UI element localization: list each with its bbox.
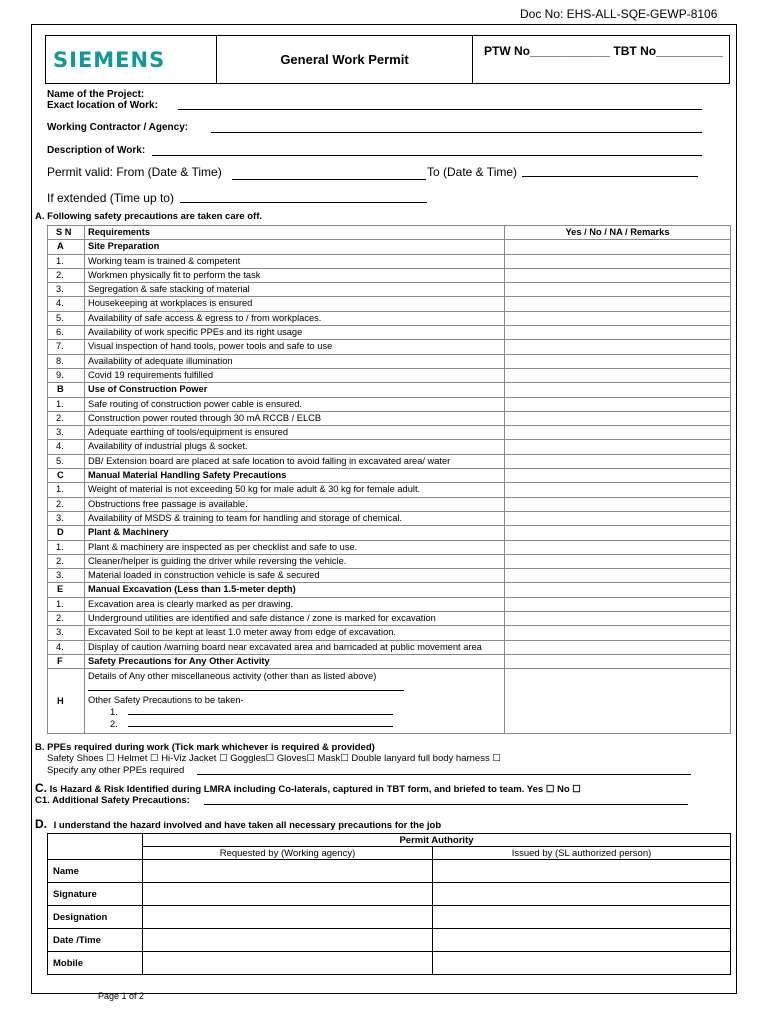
misc-activity-label: Details of Any other miscellaneous activity (other than as listed above) (88, 671, 377, 682)
row-sn: 9. (48, 368, 85, 382)
row-requirement: Use of Construction Power (85, 383, 505, 397)
row-sn: 4. (48, 297, 85, 311)
row-sn: C (48, 469, 85, 483)
row-sn: 5. (48, 454, 85, 468)
other-precaution-2 (88, 718, 501, 730)
row-requirement: Plant & machinery are inspected as per checklist and safe to use. (85, 540, 505, 554)
table-row (48, 497, 731, 511)
row-remarks[interactable] (505, 612, 731, 626)
row-remarks[interactable] (505, 254, 731, 268)
table-row (48, 383, 731, 397)
authority-row (48, 883, 731, 906)
row-sn: 6. (48, 326, 85, 340)
row-sn: E (48, 583, 85, 597)
row-remarks[interactable] (505, 526, 731, 540)
issued-by-field[interactable] (432, 929, 730, 952)
row-requirement: Plant & Machinery (85, 526, 505, 540)
row-requirement (85, 669, 505, 734)
col-requirements: Requirements (85, 226, 505, 240)
row-remarks[interactable] (505, 411, 731, 425)
authority-row-label: Signature (48, 883, 143, 906)
table-row (48, 254, 731, 268)
authority-row (48, 860, 731, 883)
row-sn: 2. (48, 411, 85, 425)
row-remarks[interactable] (505, 383, 731, 397)
authority-header-row (48, 847, 731, 860)
table-row (48, 540, 731, 554)
table-row (48, 354, 731, 368)
table-row (48, 426, 731, 440)
section-c-letter: C. (35, 781, 47, 795)
row-requirement: Availability of work specific PPEs and its right usage (85, 326, 505, 340)
table-row (48, 283, 731, 297)
row-remarks[interactable] (505, 669, 731, 734)
siemens-logo: SIEMENS (53, 47, 166, 72)
row-sn: 1. (48, 483, 85, 497)
row-remarks[interactable] (505, 297, 731, 311)
permit-authority-title: Permit Authority (143, 834, 731, 847)
permit-authority-table (47, 833, 731, 975)
requested-by-field[interactable] (143, 860, 433, 883)
row-requirement: DB/ Extension board are placed at safe location to avoid falling in excavated area/ water (85, 454, 505, 468)
table-row (48, 554, 731, 568)
table-row (48, 526, 731, 540)
table-row (48, 268, 731, 282)
table-row (48, 511, 731, 525)
row-requirement: Safety Precautions for Any Other Activity (85, 654, 505, 668)
row-sn: H (48, 669, 85, 734)
blank-cell (48, 834, 143, 847)
row-remarks[interactable] (505, 311, 731, 325)
row-requirement: Availability of adequate illumination (85, 354, 505, 368)
description-field[interactable] (152, 155, 702, 156)
authority-row-label: Mobile (48, 952, 143, 975)
table-row (48, 626, 731, 640)
section-a-title: A. Following safety precautions are taken care off. (35, 211, 263, 222)
contractor-field[interactable] (211, 132, 702, 133)
description-label: Description of Work: (47, 145, 146, 156)
row-sn: 3. (48, 626, 85, 640)
precaution-2-field[interactable] (128, 718, 393, 727)
issued-by-field[interactable] (432, 883, 730, 906)
work-location-field[interactable] (178, 109, 702, 110)
row-requirement: Site Preparation (85, 240, 505, 254)
precaution-number: 2. (110, 719, 118, 730)
row-sn: 1. (48, 540, 85, 554)
row-sn: B (48, 383, 85, 397)
requested-by-field[interactable] (143, 929, 433, 952)
row-requirement: Excavated Soil to be kept at least 1.0 meter away from edge of excavation. (85, 626, 505, 640)
project-name-label: Name of the Project: (47, 89, 145, 100)
issued-by-field[interactable] (432, 952, 730, 975)
table-row (48, 240, 731, 254)
row-sn: 3. (48, 426, 85, 440)
work-location-label: Exact location of Work: (47, 100, 158, 111)
section-d (35, 817, 441, 831)
misc-activity-field[interactable] (88, 684, 404, 691)
row-remarks[interactable] (505, 354, 731, 368)
row-remarks[interactable] (505, 326, 731, 340)
row-remarks[interactable] (505, 597, 731, 611)
ptw-tbt-number[interactable]: PTW No____________ TBT No__________ (484, 44, 723, 58)
authority-row (48, 929, 731, 952)
table-row (48, 326, 731, 340)
section-c-text: Is Hazard & Risk Identified during LMRA including Co-laterals, captured in TBT form, and briefed to team. Yes ☐ No ☐ (49, 784, 581, 795)
table-row (48, 397, 731, 411)
valid-to-label: To (Date & Time) (427, 165, 518, 179)
row-requirement: Safe routing of construction power cable is ensured. (85, 397, 505, 411)
row-sn: 2. (48, 554, 85, 568)
section-d-text: I understand the hazard involved and have taken all necessary precautions for the job (53, 820, 442, 831)
row-remarks[interactable] (505, 483, 731, 497)
row-requirement: Adequate earthing of tools/equipment is ensured (85, 426, 505, 440)
other-precautions-label: Other Safety Precautions to be taken- (88, 695, 244, 706)
c1-field[interactable] (204, 804, 688, 805)
row-remarks[interactable] (505, 640, 731, 654)
blank-cell (48, 847, 143, 860)
contractor-label: Working Contractor / Agency: (47, 122, 189, 133)
form-title: General Work Permit (217, 36, 473, 83)
row-requirement: Weight of material is not exceeding 50 kg for male adult & 30 kg for female adult. (85, 483, 505, 497)
precaution-1-field[interactable] (128, 706, 393, 715)
row-sn: F (48, 654, 85, 668)
row-remarks[interactable] (505, 283, 731, 297)
row-requirement: Manual Excavation (Less than 1.5-meter depth) (85, 583, 505, 597)
authority-row-label: Date /Time (48, 929, 143, 952)
other-precaution-1 (88, 706, 501, 718)
table-row (48, 340, 731, 354)
other-ppe-field[interactable] (197, 774, 691, 775)
row-sn: 5. (48, 311, 85, 325)
section-c1-label: C1. Additional Safety Precautions: (35, 795, 190, 806)
extended-field[interactable] (180, 202, 427, 203)
table-row (48, 297, 731, 311)
row-sn: 4. (48, 640, 85, 654)
row-remarks[interactable] (505, 368, 731, 382)
row-remarks[interactable] (505, 426, 731, 440)
row-remarks[interactable] (505, 511, 731, 525)
ppe-checklist[interactable]: Safety Shoes ☐ Helmet ☐ Hi-Viz Jacket ☐ Goggles☐ Gloves☐ Mask☐ Double lanyard full body harness ☐ (47, 753, 501, 764)
row-requirement: Material loaded in construction vehicle is safe & secured (85, 569, 505, 583)
issued-by-header: Issued by (SL authorized person) (432, 847, 730, 860)
requested-by-field[interactable] (143, 883, 433, 906)
requirements-body (48, 240, 731, 669)
row-remarks[interactable] (505, 268, 731, 282)
row-remarks[interactable] (505, 626, 731, 640)
table-row (48, 612, 731, 626)
row-remarks[interactable] (505, 569, 731, 583)
table-row (48, 311, 731, 325)
table-row (48, 469, 731, 483)
row-requirement: Display of caution /warning board near excavated area and barricaded at public movement area (85, 640, 505, 654)
row-requirement: Housekeeping at workplaces is ensured (85, 297, 505, 311)
other-ppe-label: Specify any other PPEs required (47, 765, 185, 776)
extended-label: If extended (Time up to) (47, 191, 174, 205)
section-c (35, 781, 581, 795)
logo-cell (46, 36, 217, 83)
row-remarks[interactable] (505, 554, 731, 568)
table-row (48, 640, 731, 654)
row-requirement: Manual Material Handling Safety Precautions (85, 469, 505, 483)
table-row (48, 483, 731, 497)
col-remarks: Yes / No / NA / Remarks (505, 226, 731, 240)
row-remarks[interactable] (505, 497, 731, 511)
valid-from-field[interactable] (232, 179, 426, 180)
row-remarks[interactable] (505, 654, 731, 668)
authority-row-label: Name (48, 860, 143, 883)
row-sn: 3. (48, 569, 85, 583)
precaution-number: 1. (110, 707, 118, 718)
row-sn: D (48, 526, 85, 540)
requirements-table (47, 225, 731, 734)
valid-from-label: Permit valid: From (Date & Time) (47, 165, 222, 179)
row-requirement: Workmen physically fit to perform the task (85, 268, 505, 282)
row-requirement: Cleaner/helper is guiding the driver while reversing the vehicle. (85, 554, 505, 568)
row-remarks[interactable] (505, 397, 731, 411)
row-requirement: Visual inspection of hand tools, power tools and safe to use (85, 340, 505, 354)
page-number: Page 1 of 2 (98, 991, 145, 1001)
row-remarks[interactable] (505, 440, 731, 454)
table-row (48, 440, 731, 454)
issued-by-field[interactable] (432, 906, 730, 929)
table-row (48, 597, 731, 611)
requested-by-header: Requested by (Working agency) (143, 847, 433, 860)
valid-to-field[interactable] (522, 176, 698, 177)
row-sn: 2. (48, 612, 85, 626)
row-requirement: Underground utilities are identified and safe distance / zone is marked for excavation (85, 612, 505, 626)
authority-row-label: Designation (48, 906, 143, 929)
row-requirement: Covid 19 requirements fulfilled (85, 368, 505, 382)
table-row (48, 411, 731, 425)
row-sn: 4. (48, 440, 85, 454)
row-requirement: Segregation & safe stacking of material (85, 283, 505, 297)
issued-by-field[interactable] (432, 860, 730, 883)
authority-row (48, 952, 731, 975)
row-sn: 1. (48, 597, 85, 611)
row-remarks[interactable] (505, 340, 731, 354)
authority-title-row (48, 834, 731, 847)
row-remarks[interactable] (505, 583, 731, 597)
requested-by-field[interactable] (143, 952, 433, 975)
row-sn: 3. (48, 283, 85, 297)
requested-by-field[interactable] (143, 906, 433, 929)
row-requirement: Availability of MSDS & training to team for handling and storage of chemical. (85, 511, 505, 525)
section-b-title: B. PPEs required during work (Tick mark whichever is required & provided) (35, 742, 375, 753)
row-requirement: Construction power routed through 30 mA RCCB / ELCB (85, 411, 505, 425)
authority-body (48, 860, 731, 975)
row-remarks[interactable] (505, 540, 731, 554)
row-sn: 1. (48, 397, 85, 411)
col-sn: S N (48, 226, 85, 240)
doc-number: Doc No: EHS-ALL-SQE-GEWP-8106 (520, 7, 718, 21)
section-d-letter: D. (35, 817, 47, 831)
row-sn: 3. (48, 511, 85, 525)
row-requirement: Obstructions free passage is available. (85, 497, 505, 511)
row-remarks[interactable] (505, 454, 731, 468)
row-sn: A (48, 240, 85, 254)
row-sn: 2. (48, 497, 85, 511)
row-sn: 2. (48, 268, 85, 282)
row-requirement: Availability of safe access & egress to / from workplaces. (85, 311, 505, 325)
table-row (48, 654, 731, 668)
row-sn: 8. (48, 354, 85, 368)
row-requirement: Availability of industrial plugs & socket. (85, 440, 505, 454)
row-requirement: Working team is trained & competent (85, 254, 505, 268)
row-remarks[interactable] (505, 240, 731, 254)
table-row-h (48, 669, 731, 734)
row-sn: 7. (48, 340, 85, 354)
table-row (48, 569, 731, 583)
authority-row (48, 906, 731, 929)
row-sn: 1. (48, 254, 85, 268)
row-requirement: Excavation area is clearly marked as per drawing. (85, 597, 505, 611)
table-row (48, 583, 731, 597)
table-row (48, 454, 731, 468)
table-row (48, 368, 731, 382)
form-header (45, 35, 730, 84)
row-remarks[interactable] (505, 469, 731, 483)
